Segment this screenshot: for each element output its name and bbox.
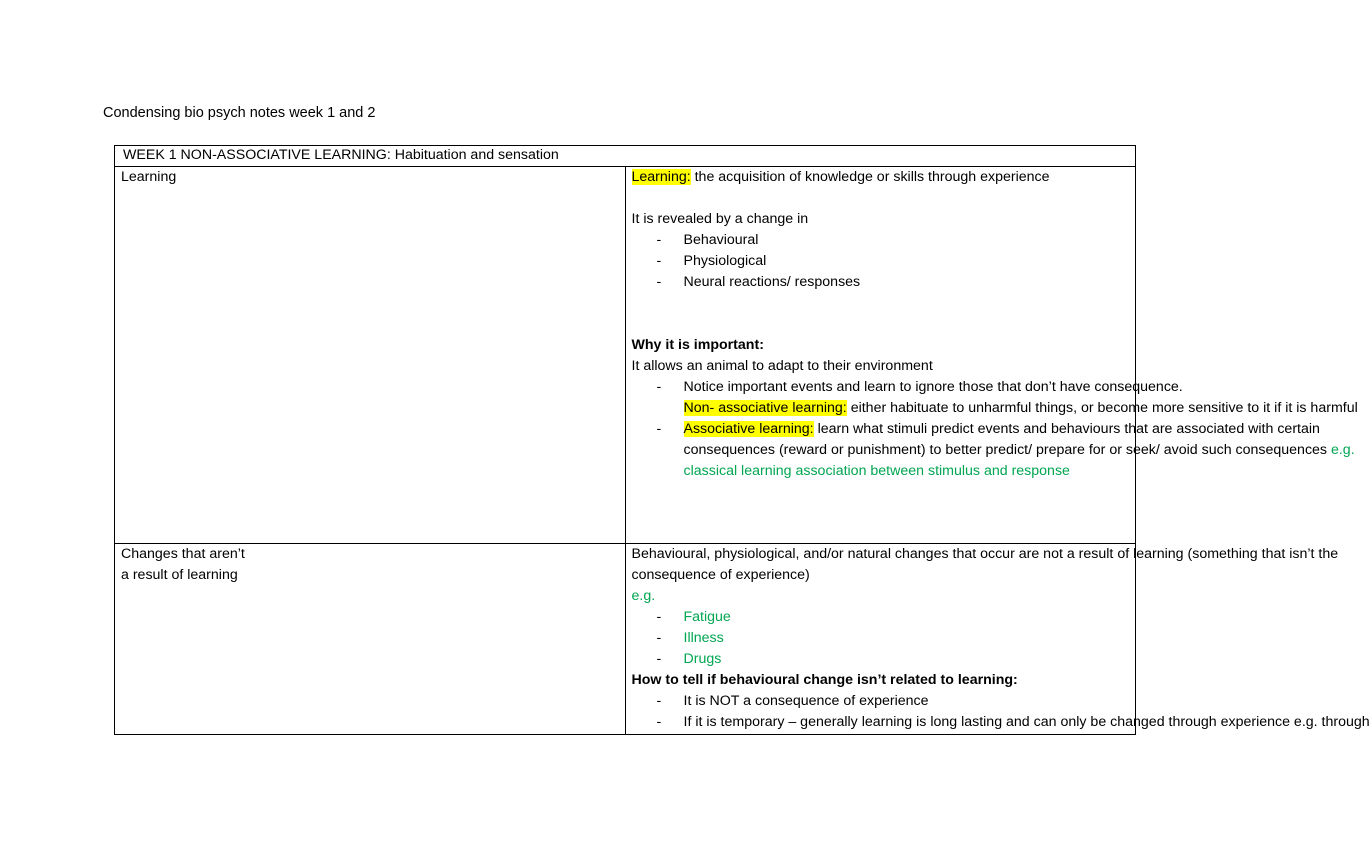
assoc-eg: e.g. [1330,442,1355,458]
dash-bullet: - [656,232,662,248]
row-label-cell [115,167,626,544]
changes-text-1: Behavioural, physiological, and/or natural changes that occur are not a result of learning (something that isn’t the [631,546,1339,562]
table-header-row [115,146,1136,167]
assoc-text-2: consequences (reward or punishment) to better predict/ prepare for or seek/ avoid such consequences [683,442,1331,458]
list-item [632,251,1130,272]
dash-bullet: - [656,253,662,269]
row-label-line-1: Changes that aren’t [121,546,245,562]
row-label-cell [115,544,626,735]
list-item [632,691,1130,712]
list-item-text: Behavioural [683,232,759,248]
document-title: Condensing bio psych notes week 1 and 2 [103,105,376,121]
row-content-cell [625,167,1358,544]
nonassoc-term: Non- associative learning: [683,400,847,416]
dash-bullet: - [656,609,662,625]
table-header-cell [115,146,1136,167]
notes-table [114,145,1370,735]
dash-bullet: - [656,379,662,395]
dash-bullet: - [656,714,662,730]
definition-text: the acquisition of knowledge or skills through experience [690,169,1050,185]
assoc-eg-text: classical learning association between stimulus and response [683,463,1070,479]
table-row [115,167,1136,544]
list-item-text: Fatigue [683,609,731,625]
nonassoc-text: either habituate to unharmful things, or become more sensitive to it if it is harmful [846,400,1358,416]
table-row [115,544,1136,735]
why-heading: Why it is important: [631,337,764,353]
list-item-text: Illness [683,630,724,646]
list-item-text: Drugs [683,651,722,667]
dash-bullet: - [656,693,662,709]
list-item-text: Notice important events and learn to ignore those that don’t have consequence. [683,379,1183,395]
assoc-text: learn what stimuli predict events and behaviours that are associated with certain [813,421,1320,437]
header-suffix: Habituation and sensation [394,147,559,163]
list-item-text: Neural reactions/ responses [683,274,861,290]
revealed-line: It is revealed by a change in [631,211,809,227]
dash-bullet: - [656,630,662,646]
row-label: Learning [121,169,177,185]
eg-label: e.g. [631,588,656,604]
howto-heading: How to tell if behavioural change isn’t related to learning: [631,672,1018,688]
list-item [632,649,1130,670]
list-item [632,272,1130,293]
list-item-text: If it is temporary – generally learning is long lasting and can only be changed through experience e.g. through [683,714,1370,730]
list-item [632,377,1183,398]
dash-bullet: - [656,274,662,290]
dash-bullet: - [656,651,662,667]
list-item [632,628,1130,649]
list-item [632,230,1130,251]
list-item [632,419,1320,440]
list-item [632,607,1130,628]
why-text: It allows an animal to adapt to their environment [631,358,933,374]
list-item-text: It is NOT a consequence of experience [683,693,929,709]
row-label-line-2: a result of learning [121,567,238,583]
assoc-term: Associative learning: [683,421,814,437]
assoc-continuation [632,440,1355,461]
definition-line [632,167,1130,188]
list-item-text: Physiological [683,253,767,269]
dash-bullet: - [656,421,662,437]
nonassoc-line [632,398,1358,419]
list-item [632,712,1370,733]
row-content-cell [625,544,1370,735]
changes-text-2: consequence of experience) [631,567,810,583]
header-prefix: WEEK 1 NON-ASSOCIATIVE LEARNING: [123,147,395,163]
definition-term: Learning: [631,169,691,185]
